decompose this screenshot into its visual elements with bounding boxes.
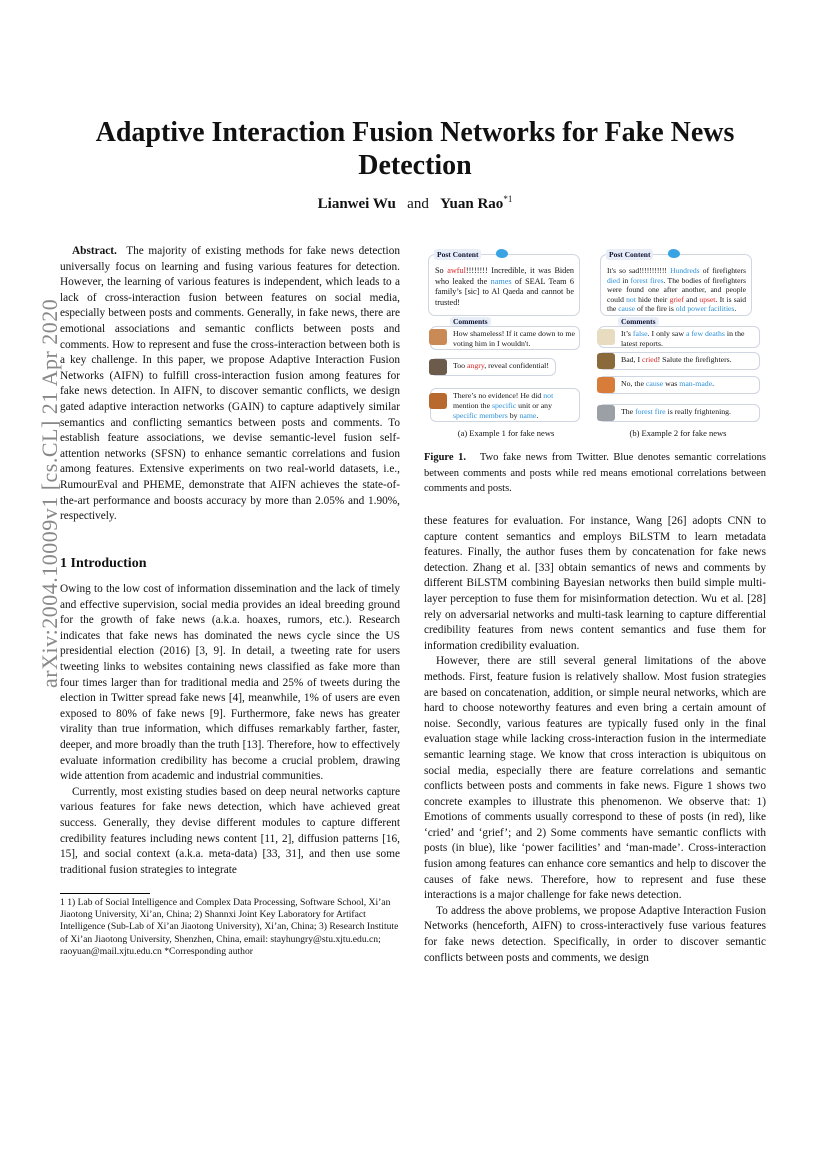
comment-1 <box>598 326 760 348</box>
post-card <box>600 254 752 316</box>
figure-panel-b <box>596 244 760 438</box>
section-heading-introduction: 1 Introduction <box>60 556 147 571</box>
authors <box>200 194 630 213</box>
comment-text: The forest fire is really frightening. <box>621 407 731 416</box>
comment-3 <box>430 388 580 422</box>
comment-text: It’s false. I only saw a few deaths in the latest reports. <box>621 329 745 348</box>
comment-2 <box>598 352 760 370</box>
comment-text: Too angry, reveal confidential! <box>453 361 549 370</box>
subfigure-caption: (a) Example 1 for fake news <box>457 428 555 438</box>
post-content-tag: Post Content <box>606 249 653 260</box>
right-column-body <box>424 514 766 966</box>
comments-tag: Comments <box>618 317 659 326</box>
avatar <box>597 377 615 393</box>
comment-text: How shameless! If it came down to me voting him in I wouldn't. <box>453 329 575 348</box>
author-and: and <box>407 196 429 212</box>
comment-4 <box>598 404 760 422</box>
avatar <box>597 329 615 345</box>
post-text: It's so sad!!!!!!!!!!! Hundreds of firefighters died in forest fires. The bodies of firefighters were found one after another, and people could not hide their grief and upset. It is said the cause of the fire is old power facilities. <box>607 266 747 314</box>
author-1: Lianwei Wu <box>317 196 396 212</box>
avatar <box>429 393 447 409</box>
avatar <box>429 329 447 345</box>
author-mark: *1 <box>503 194 513 204</box>
twitter-bird-icon <box>496 249 508 258</box>
right-paragraph-2: However, there are still several general limitations of the above methods. First, feature fusion is relatively shallow. Most fusion strategies are based on concatenation, addition, or simple neural networks, which are hard to choose noteworthy features and even bring a certain amount of noise. Secondly, various features are typically fused only in the final evaluation stage while lacking cross-interaction fusion in the intermediate semantic learning stage. We know that cross interaction is ubiquitous on social media, especially there are feature correlations and semantic conflicts between posts and comments in fake news. Figure 1 shows two concrete examples to illustrate this phenomenon. We observe that: 1) Emotions of comments usually correspond to these of posts (in red), like ‘cried’ and ‘grief’; and 2) Some comments have semantic conflicts with posts (in blue), like ‘power facilities’ and ‘man-made’. Cross-interaction fusion among features can enhance core semantics and help to discover the causes of fake news. Therefore, how to represent and fuse these interactions is a major challenge for fake news detection. <box>424 655 766 902</box>
abstract <box>60 244 400 525</box>
comment-text: Bad, I cried! Salute the firefighters. <box>621 355 732 364</box>
author-2: Yuan Rao <box>440 196 504 212</box>
arxiv-stamp: arXiv:2004.10009v1 [cs.CL] 21 Apr 2020 <box>37 298 62 688</box>
avatar <box>597 405 615 421</box>
abstract-label: Abstract. <box>72 245 117 257</box>
post-text: So awful!!!!!!!! Incredible, it was Biden who leaked the names of SEAL Team 6 family’s [sic] to Al Qaeda and cannot be trusted! <box>435 266 575 307</box>
comment-2 <box>430 358 556 376</box>
figure-panel-a <box>424 244 588 438</box>
twitter-bird-icon <box>668 249 680 258</box>
comments-tag: Comments <box>450 317 491 326</box>
footnote-rule <box>60 893 150 894</box>
paper-title: Adaptive Interaction Fusion Networks for Fake News Detection <box>95 117 735 181</box>
abstract-text: The majority of existing methods for fake news detection universally focus on learning and fusing various features for detection. However, the learning of various features is independent, which leads to a lack of cross-interaction fusion between features on social media, especially between posts and comments. Generally, in fake news, there are emotional associations and semantic conflicts between posts and comments. How to represent and fuse the cross-interaction between both is a key challenge. In this paper, we propose Adaptive Interaction Fusion Networks (AIFN) to fulfill cross-interaction fusion among features for fake news detection. In AIFN, to discover semantic conflicts, we design gated adaptive interaction networks (GAIN) to capture adaptively similar semantics and conflicting semantics between posts and comments. To establish feature associations, we devise semantic-level fusion self-attention networks (SFSN) to enhance semantic correlations and fusion among features. Extensive experiments on two real-world datasets, i.e., RumourEval and PHEME, demonstrate that AIFN achieves the state-of-the-art performance and boosts accuracy by more than 2.05% and 1.90%, respectively. <box>60 245 400 523</box>
comment-text: There’s no evidence! He did not mention the specific unit or any specific members by name. <box>453 391 554 420</box>
post-card <box>428 254 580 316</box>
subfigure-caption: (b) Example 2 for fake news <box>629 428 727 438</box>
figure-1 <box>424 244 766 444</box>
footnote: 1 1) Lab of Social Intelligence and Complex Data Processing, Software School, Xi’an Jiaotong University, Xi’an, China; 2) Shannxi Joint Key Laboratory for Artifact Intelligence (Sub-Lab of Xi’an Jiaotong University), Xi’an, China; 3) Research Institute of Xi’an Jiaotong University, Shenzhen, China, email: stayhungry@stu.xjtu.edu.cn; raoyuan@mail.xjtu.edu.cn *Corresponding author <box>60 897 399 957</box>
right-paragraph-1: these features for evaluation. For instance, Wang [26] adopts CNN to capture content semantics and employs BiLSTM to learn metadata features. Finally, the author fuses them by concatenation for fake news detection. Zhang et al. [33] obtain semantics of news and comments by different BiLSTM combining Bayesian networks then build simple multi-layer perception to fuse them for misinformation detection. Wu et al. [28] rely on adversarial networks and multi-task learning to capture differential credibility features from news content semantics and fuse them for information credibility evaluation. <box>424 515 766 652</box>
introduction-body <box>60 582 400 878</box>
avatar <box>597 353 615 369</box>
figure-caption-label: Figure 1. <box>424 452 467 463</box>
intro-paragraph-2: Currently, most existing studies based on deep neural networks capture various features for fake news detection, which have achieved great success. Generally, they devise different modules to capture different credibility features including news content [11, 2], diffusion patterns [16, 15], and social context (a.k.a. meta-data) [33, 31], and then use some traditional fusion strategies to integrate <box>60 785 400 876</box>
comment-text: No, the cause was man-made. <box>621 379 715 388</box>
comment-1 <box>430 326 580 350</box>
right-paragraph-3: To address the above problems, we propose Adaptive Interaction Fusion Networks (henceforth, AIFN) to cross-interactively fuse various features for fake news detection. Specifically, in order to discover semantic conflicts between posts and comments, we design <box>424 904 766 964</box>
figure-caption <box>424 450 766 497</box>
intro-paragraph-1: Owing to the low cost of information dissemination and the lack of timely and effective supervision, social media provides an ideal breeding ground for the growth of fake news (a.k.a. hoaxes, rumors, etc.). Research indicates that fake news has dominated the news cycle since the US presidential election (2016) [3, 9]. In detail, a tweeting rate for users tweeting links to websites containing news classified as fake more than four times larger than for traditional media and 25% of tweets during the election in Twitter spread fake news [4], meanwhile, 1% of users are even exposed to 80% of fake news [9]. Furthermore, fake news has greater virality than true information, which diffuses remarkably farther, faster, deeper, and more broadly than the truth [13]. Therefore, how to effectively evaluate information credibility has become a crucial problem, drawing wide attention from academic and industrial communities. <box>60 583 400 783</box>
figure-caption-text: Two fake news from Twitter. Blue denotes semantic correlations between comments and posts while red means emotional correlations between comments and posts. <box>424 452 766 495</box>
post-content-tag: Post Content <box>434 249 481 260</box>
comment-3 <box>598 376 760 394</box>
avatar <box>429 359 447 375</box>
